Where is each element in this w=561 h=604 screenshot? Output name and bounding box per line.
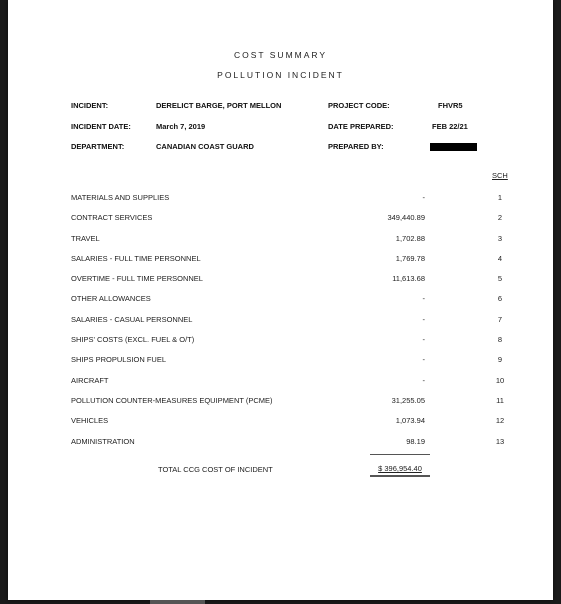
row-sch: 11	[496, 395, 504, 405]
row-label: VEHICLES	[71, 416, 109, 426]
total-label: TOTAL CCG COST OF INCIDENT	[158, 465, 273, 474]
row-amount: -	[422, 375, 425, 385]
document-subtitle: POLLUTION INCIDENT	[217, 70, 344, 80]
row-amount: 1,769.78	[395, 253, 425, 263]
row-amount: -	[422, 355, 425, 365]
table-row	[8, 271, 553, 291]
row-sch: 13	[495, 436, 505, 446]
cost-table	[8, 190, 553, 454]
department-value: CANADIAN COAST GUARD	[156, 142, 254, 151]
row-label: SALARIES - CASUAL PERSONNEL	[71, 314, 193, 324]
row-sch: 3	[497, 233, 503, 243]
incident-date-value: March 7, 2019	[156, 122, 206, 131]
row-label: POLLUTION COUNTER-MEASURES EQUIPMENT (PCME)	[71, 395, 273, 405]
row-amount: -	[422, 294, 425, 304]
row-sch: 6	[497, 294, 503, 304]
row-amount: 11,613.68	[392, 274, 425, 284]
table-row	[8, 373, 553, 393]
table-row	[8, 210, 553, 230]
row-amount: 1,073.94	[395, 416, 425, 426]
document-page	[8, 0, 553, 600]
row-amount: -	[422, 193, 425, 202]
row-label: OTHER ALLOWANCES	[71, 294, 151, 304]
row-amount: 98.19	[406, 436, 425, 446]
row-label: SALARIES - FULL TIME PERSONNEL	[71, 253, 201, 263]
date-prepared-label: DATE PREPARED:	[328, 122, 394, 131]
row-sch: 5	[497, 274, 503, 284]
row-amount: -	[422, 335, 425, 345]
table-row	[8, 312, 553, 332]
row-label: OVERTIME - FULL TIME PERSONNEL	[71, 274, 203, 284]
table-row	[8, 332, 553, 352]
row-sch: 4	[497, 253, 503, 263]
table-row	[8, 190, 553, 210]
sch-column-header: SCH	[492, 171, 508, 180]
row-amount: -	[422, 314, 425, 324]
project-code-label: PROJECT CODE:	[328, 101, 390, 110]
table-row	[8, 291, 553, 311]
row-label: AIRCRAFT	[71, 375, 109, 385]
incident-label: INCIDENT:	[71, 101, 109, 110]
total-rule-top	[370, 454, 430, 455]
incident-date-label: INCIDENT DATE:	[71, 122, 131, 131]
document-title: COST SUMMARY	[233, 50, 328, 60]
redaction-bar	[430, 143, 477, 151]
project-code-value: FHVR5	[438, 101, 463, 110]
row-label: TRAVEL	[71, 233, 100, 243]
incident-value: DERELICT BARGE, PORT MELLON	[156, 101, 282, 110]
total-rule-bottom	[370, 475, 430, 477]
row-sch: 12	[495, 416, 505, 426]
table-row	[8, 413, 553, 433]
row-amount: 1,702.88	[395, 233, 425, 243]
table-row	[8, 434, 553, 454]
table-row	[8, 251, 553, 271]
row-label: SHIPS' COSTS (EXCL. FUEL & O/T)	[71, 335, 195, 345]
viewer-bottom-tab	[150, 600, 205, 604]
row-sch: 1	[497, 193, 503, 202]
date-prepared-value: FEB 22/21	[432, 122, 468, 131]
total-value: $ 396,954.40	[378, 464, 422, 473]
table-row	[8, 393, 553, 413]
row-label: ADMINISTRATION	[71, 436, 135, 446]
row-label: MATERIALS AND SUPPLIES	[71, 193, 170, 202]
row-sch: 10	[495, 375, 505, 385]
row-label: CONTRACT SERVICES	[71, 213, 153, 223]
row-sch: 7	[497, 314, 503, 324]
department-label: DEPARTMENT:	[71, 142, 125, 151]
prepared-by-label: PREPARED BY:	[328, 142, 384, 151]
row-sch: 2	[497, 213, 503, 223]
row-label: SHIPS PROPULSION FUEL	[71, 355, 167, 365]
row-sch: 8	[497, 335, 503, 345]
table-row	[8, 231, 553, 251]
row-amount: 349,440.89	[387, 213, 425, 223]
row-sch: 9	[497, 355, 503, 365]
table-row	[8, 352, 553, 372]
row-amount: 31,255.05	[391, 395, 425, 405]
